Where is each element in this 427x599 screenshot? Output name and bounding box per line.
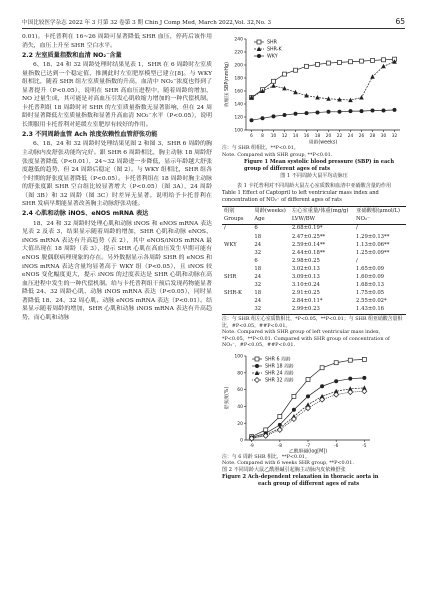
y-tick-label: 80 xyxy=(237,371,243,377)
x-tick-label: -5 xyxy=(362,443,367,449)
table-row xyxy=(222,233,406,241)
section-heading-2-2: 2.2 左室质量指数和血清 NO₂⁻含量 xyxy=(22,51,122,59)
table-1-title-cn: 表 1 卡托普利对不同周龄大鼠左心室质数和血清中亚硝酸含量的作用 xyxy=(236,183,392,189)
data-point xyxy=(261,116,265,120)
y-axis-label: 舒张度(%) xyxy=(225,386,230,410)
data-point xyxy=(371,109,375,113)
table-cell: 1.25±0.09** xyxy=(356,249,390,256)
data-point xyxy=(327,61,331,65)
legend-label: SHR-K xyxy=(267,47,282,53)
table-cell: 18 xyxy=(254,265,262,272)
table-1-note-en: Note. Compared with SHR group of left ventricular mass index, *P<0.05，**P<0.01. Compared with SHR group of concentration of NO₂⁻，#P<0.05，##P<0.01. xyxy=(222,329,390,349)
x-tick-label: 12 xyxy=(281,134,288,139)
data-point xyxy=(326,96,331,101)
table-cell: 1.65±0.09 xyxy=(356,265,385,272)
figure-2-relaxation-chart xyxy=(222,351,406,454)
data-point xyxy=(338,60,342,64)
figure-1-caption-en: Figure 1 Mean systolic blood pressure (SBP) in each group of different ages of rats xyxy=(244,159,395,172)
table-cell: 3.10±0.24 xyxy=(291,282,320,289)
legend-marker xyxy=(255,377,260,382)
table-row xyxy=(222,274,406,282)
figure-1-note-en: Note. Compared with SHR group, **P<0.01. xyxy=(222,151,333,158)
data-point xyxy=(349,60,353,64)
data-point xyxy=(381,64,386,69)
data-point xyxy=(283,72,287,76)
table-cell: 2.59±0.14** xyxy=(291,241,326,248)
data-point xyxy=(360,109,364,113)
table-cell: 32 xyxy=(252,306,289,315)
data-point xyxy=(327,110,331,114)
paragraph-2-3: 6、18、24 和 32 周龄时处理结果见图 2 和图 3，SHR 6 周龄的胸主动脉内皮舒张功能均完好。跟 SHR 6 周龄相比，胸主动脉 18 周龄舒张度显著降低（P<0.01），24~32 周龄进一步降低，显示年龄越大舒张度越低的趋势，但 24 周龄后稳定（图 2）。与 WKY 组相比，SHR 组各个时期的舒张度显著降低（P<0.05）。卡托普利组在 18 周龄时胸主动脉的舒张度跟 SHR 空白组比较显著增大（P<0.05）（图 3A），24 周龄（图 3B）和 32 周龄（图 3C）时差异无显著。说明给予卡托普利在 SHR 发病早期能显著改善胸主动脉舒张功能。 xyxy=(22,141,212,208)
x-tick-label: 26 xyxy=(358,134,365,139)
data-point xyxy=(320,384,324,388)
figure-2-caption-cn: 图 2 不同周龄大鼠乙酰胆碱引起胸主动脉内皮依赖舒张 xyxy=(222,466,346,473)
x-axis-label: 周龄(weeks) xyxy=(308,140,338,145)
y-tick-label: 20 xyxy=(237,421,243,427)
data-point xyxy=(292,407,296,411)
data-point xyxy=(272,114,276,118)
journal-header: 中国比较医学杂志 2022 年 3 月第 32 卷第 3 期 Chin J Comp Med, March 2022,Vol. 32,No. 3 xyxy=(22,20,272,26)
y-tick-label: 100 xyxy=(234,354,243,360)
x-tick-label: -7 xyxy=(305,443,311,449)
table-cell: 1.13±0.06** xyxy=(356,241,390,248)
table-cell: 18 xyxy=(254,233,262,240)
table-cell: 2.47±0.25** xyxy=(291,233,326,240)
legend-marker xyxy=(255,364,259,368)
table-cell xyxy=(222,233,252,241)
table-cell: 1.43±0.16 xyxy=(354,306,406,315)
table-cell: 2.99±0.23 xyxy=(290,306,354,315)
table-1-title-en: Table 1 Effect of Captopril to left ventricular mass index and concentration of NO₂⁻ of different ages of rats xyxy=(222,190,379,203)
data-point xyxy=(292,394,296,398)
table-row xyxy=(222,298,406,306)
data-point xyxy=(393,108,397,112)
y-tick-label: 140 xyxy=(234,102,243,108)
data-point xyxy=(283,113,287,117)
table-cell: 32 xyxy=(254,249,262,256)
data-point xyxy=(362,357,366,361)
data-point xyxy=(348,358,352,362)
table-cell: 1.68±0.13 xyxy=(356,282,385,289)
y-tick-label: 60 xyxy=(237,387,243,393)
data-point xyxy=(271,83,276,88)
figure-2-note: 注：与 6 周龄 SHR 相比，**P<0.01。 xyxy=(222,453,310,460)
table-cell: 2.91±0.25 xyxy=(291,290,320,297)
table-1 xyxy=(222,206,406,315)
x-tick-label: 24 xyxy=(347,134,354,139)
y-tick-label: 40 xyxy=(237,404,243,410)
table-cell: / xyxy=(356,257,358,264)
x-tick-label: 20 xyxy=(325,134,332,139)
table-group-label: SHR xyxy=(224,274,237,280)
right-column xyxy=(222,33,406,488)
data-point xyxy=(316,110,320,114)
y-tick-label: 160 xyxy=(234,89,243,95)
table-row xyxy=(222,225,406,234)
table-cell: 24 xyxy=(254,274,262,280)
x-tick-label: -8 xyxy=(277,443,282,449)
data-point xyxy=(348,376,352,380)
table-cell: 1.60±0.09 xyxy=(356,274,385,280)
figure-1-caption-cn: 图 1 不同周龄大鼠平均动脉压 xyxy=(280,173,348,179)
table-cell xyxy=(222,266,252,274)
data-point xyxy=(334,360,338,364)
x-tick-label: 28 xyxy=(369,134,376,139)
section-heading-2-3: 2.3 不同周龄血管 Ach 浓度依赖性血管舒张功能 xyxy=(22,130,158,138)
table-1-header-lvw: 左心室重量/体重(mg/g) LVW/BW xyxy=(290,207,354,225)
table-cell: 3.09±0.13 xyxy=(291,274,320,280)
table-group-label: WKY xyxy=(224,241,237,248)
y-tick-label: 120 xyxy=(234,115,243,121)
table-1-header-row xyxy=(222,207,406,225)
table-cell: 1.29±0.13** xyxy=(356,233,390,240)
data-point xyxy=(320,365,324,369)
x-tick-label: 18 xyxy=(314,134,321,139)
data-point xyxy=(349,109,353,113)
table-cell: / xyxy=(224,225,226,232)
data-point xyxy=(305,64,309,68)
data-point xyxy=(338,110,342,114)
table-cell: 2.68±0.19* xyxy=(291,225,323,232)
x-tick-label: 32 xyxy=(391,134,398,139)
y-tick-label: 100 xyxy=(234,128,243,134)
table-1-header-age: 周龄(weeks) Age xyxy=(252,207,289,225)
table-row xyxy=(222,249,406,257)
table-cell: 24 xyxy=(254,298,262,305)
table-cell: 1.75±0.05 xyxy=(356,290,385,297)
figure-1-sbp-chart xyxy=(222,33,406,145)
figure-2-caption-en-2: each group of different ages of rats xyxy=(258,480,360,487)
y-axis-label: 收缩压 SBP(mmHg) xyxy=(225,62,230,107)
table-row xyxy=(222,282,406,290)
page-number: 65 xyxy=(395,17,405,26)
table-cell: 2.84±0.11* xyxy=(291,298,323,305)
legend-label: SHR xyxy=(267,40,277,46)
legend-label: SHR 32 周龄 xyxy=(265,378,294,384)
y-tick-label: 0 xyxy=(240,438,243,444)
data-point xyxy=(371,58,375,62)
section-heading-2-4: 2.4 心肌和动脉 iNOS、eNOS mRNA 表达 xyxy=(22,210,149,218)
data-point xyxy=(382,109,386,113)
table-cell: 32 xyxy=(254,282,262,289)
table-row xyxy=(222,266,406,274)
legend-marker xyxy=(257,54,261,58)
y-tick-label: 220 xyxy=(234,50,243,56)
left-column xyxy=(22,33,212,322)
table-cell: / xyxy=(356,225,358,232)
legend-label: SHR 24 周龄 xyxy=(265,371,294,377)
table-cell xyxy=(222,298,252,306)
paragraph-intro: 0.01)。卡托普利在 16~26 周龄可显著降低 SHR 血压，停药后该作用消失，血压上升至 SHR 空白水平。 xyxy=(22,34,212,49)
figure-1-note: 注：与 SHR 组相比，**P<0.01。 xyxy=(222,145,299,151)
data-point xyxy=(306,394,310,398)
table-group-label: SHR-K xyxy=(224,290,242,297)
x-tick-label: -9 xyxy=(249,443,254,449)
data-point xyxy=(334,379,338,383)
y-tick-label: 200 xyxy=(234,63,243,69)
table-1-note: 注：与 SHR 组左心室质数相比，*P<0.05，**P<0.01；与 SHR 组亚硝酸含量相比，#P<0.05，##P<0.01。 xyxy=(222,316,403,329)
legend-marker xyxy=(255,357,259,361)
x-tick-label: -6 xyxy=(334,443,339,449)
paragraph-2-2: 6、18、24 和 32 周龄处理时结果见表 1，SHR 在 6 周龄时左室质量指数已达到一个稳定值，推测此时左室肥厚模型已建立[8]。与 WKY 组相比，随着 SHR 组左室质量指数的升高，血清中 NO₂⁻浓度也得到了显著提升（P<0.05），说明在 SHR 高血压进程中，随着周龄的增加，NO 过量生成，其可能是对高血压引发心肌收缩力增加的一种代偿机制。卡托普利组 18 周龄时对 SHR 的左室质量指数无显著影响，但在 24 周龄时显著降低左室质量指数和显著升高血清 NO₂⁻水平（P<0.05），说明长期服用卡托普利对延缓左室肥厚有较好的作用。 xyxy=(22,62,212,128)
data-point xyxy=(362,376,366,380)
table-cell: 2.55±0.02* xyxy=(356,298,387,305)
data-point xyxy=(306,377,310,381)
x-tick-label: 22 xyxy=(336,134,343,139)
paragraph-2-4: 18、24 和 32 周龄时处理心肌和动脉 iNOS 和 eNOS mRNA 表达见表 2 及表 3，结果显示随着周龄的增加，SHR 心肌和动脉 eNOS、iNOS mRNA 表达有升高趋势（表 2），其中 eNOS/iNOS mRNA 最大值出现在 18 周龄（表 3），提示 SHR 心肌在高血压发生早期可能有 eNOS 脱偶联病理现象的存在。另外数据显示各周龄 SHR 的 eNOS 和 iNOS mRNA 表达含量均显著高于 WKY 组（P<0.05），且 iNOS 较 eNOS 变化幅度更大，提示 iNOS 的过度表达是 SHR 心肌和动脉在高血压进程中发生的一种代偿机制。给与卡托普利组干预后发现药物能显著降低 24、32 周龄心肌、动脉 iNOS mRNA 表达（P<0.05），同时显著降低 18、24、32 周心肌、动脉 eNOS mRNA 表达（P<0.01）。结果显示随着周龄的增加，SHR 心肌和动脉 iNOS mRNA 表达有升高趋势，而心肌和动脉 xyxy=(22,220,212,321)
table-1-header-no2: 亚硝酸根(μmol/L) NO₂⁻ xyxy=(354,207,406,225)
data-point xyxy=(382,58,386,62)
table-cell: 24 xyxy=(254,241,262,248)
table-cell: 18 xyxy=(254,290,262,297)
data-point xyxy=(278,414,282,418)
table-row xyxy=(222,258,406,266)
data-point xyxy=(250,118,254,122)
table-row xyxy=(222,241,406,249)
data-point xyxy=(305,111,309,115)
x-tick-label: 10 xyxy=(270,134,277,139)
table-cell: 6 xyxy=(254,257,258,264)
table-row xyxy=(222,290,406,298)
table-cell: 2.44±0.18** xyxy=(291,249,326,256)
x-axis-label: 乙酰胆碱(log[M]) xyxy=(288,449,328,454)
x-tick-label: 16 xyxy=(303,134,310,139)
legend-label: SHR 18 周龄 xyxy=(265,364,294,370)
x-tick-label: 6 xyxy=(250,134,253,139)
data-point xyxy=(315,95,320,100)
figure-1-caption-block xyxy=(222,159,406,173)
table-row xyxy=(222,306,406,315)
legend-label: WKY xyxy=(267,54,278,60)
data-point xyxy=(316,62,320,66)
data-point xyxy=(360,59,364,63)
table-cell: 2.98±0.25 xyxy=(291,257,320,264)
data-point xyxy=(370,74,375,79)
table-cell xyxy=(222,258,252,266)
x-tick-label: 14 xyxy=(292,134,299,139)
table-1-header-group: 组别 Groups xyxy=(222,207,252,225)
table-cell xyxy=(222,249,252,257)
data-point xyxy=(294,112,298,116)
figure-2-caption-en: Figure 2 Ach-dependent relaxation in thoracic aorta in xyxy=(222,473,379,480)
table-cell xyxy=(222,306,252,315)
y-tick-label: 240 xyxy=(234,37,243,43)
x-tick-label: 30 xyxy=(380,134,387,139)
y-tick-label: 180 xyxy=(234,76,243,82)
legend-label: SHR 6 周龄 xyxy=(265,357,291,363)
table-cell: 3.02±0.13 xyxy=(291,265,320,272)
data-point xyxy=(294,68,298,72)
data-point xyxy=(359,95,364,100)
legend-marker xyxy=(257,40,261,44)
x-tick-label: 8 xyxy=(261,134,264,139)
table-cell: 6 xyxy=(254,225,258,232)
figure-2-note-en: Note. Compared with 6 weeks SHR group, **P<0.01. xyxy=(222,460,354,467)
table-cell xyxy=(222,282,252,290)
data-point xyxy=(272,79,276,83)
running-header xyxy=(22,14,405,29)
